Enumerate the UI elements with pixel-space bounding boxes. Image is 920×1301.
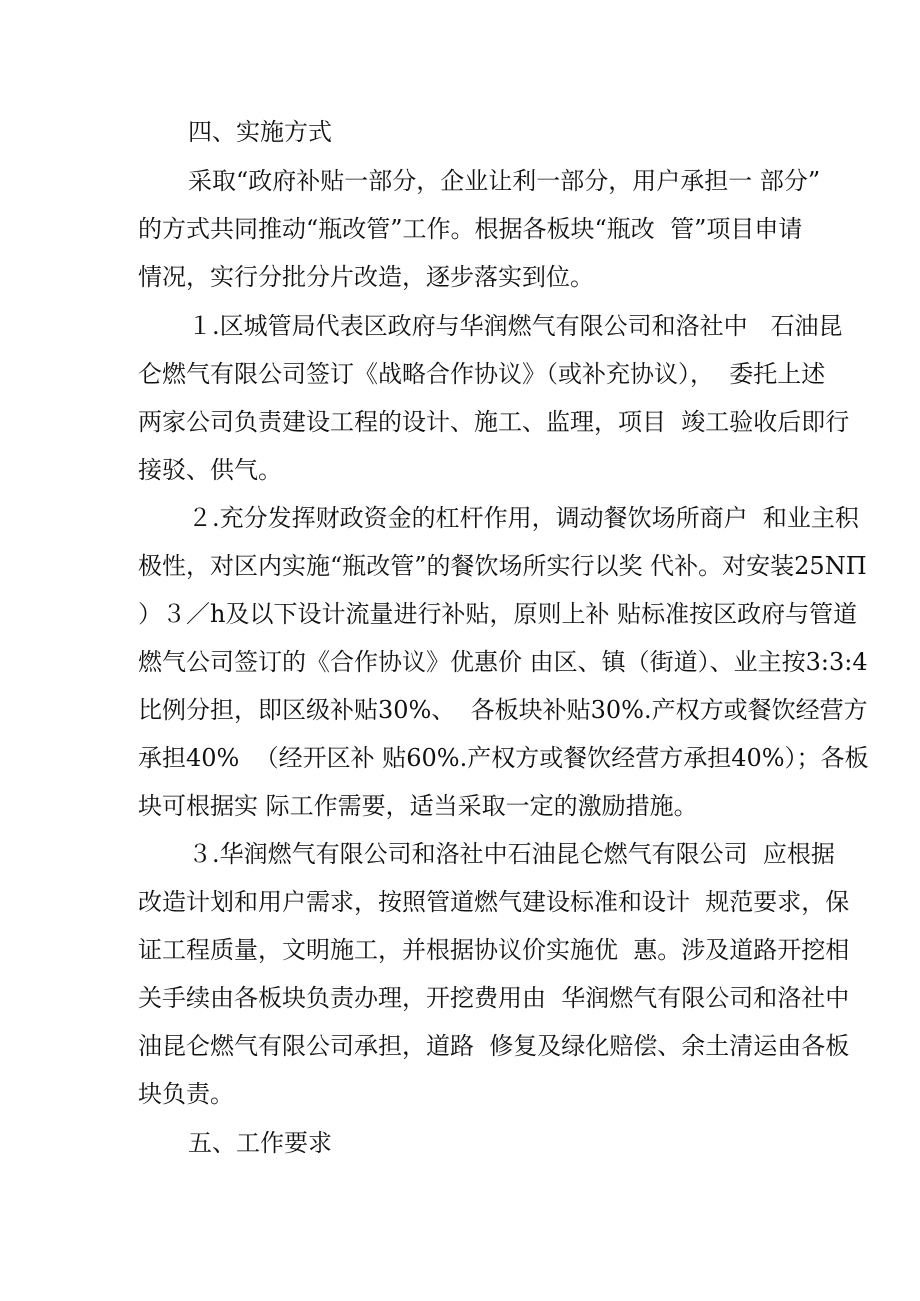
section-heading-5: 五、工作要求 xyxy=(188,1129,332,1157)
paragraph-line: 极性，对区内实施“瓶改管”的餐饮场所实行以奖 代补。对安装25NΠ xyxy=(138,552,867,580)
paragraph-line: 采取“政府补贴一部分，企业让利一部分，用户承担一 部分” xyxy=(188,167,821,195)
paragraph-line: 油昆仑燃气有限公司承担，道路 修复及绿化赔偿、余土清运由各板 xyxy=(138,1032,850,1060)
paragraph-line: 情况，实行分批分片改造，逐步落实到位。 xyxy=(138,263,594,291)
paragraph-line: ３.华润燃气有限公司和洛社中石油昆仑燃气有限公司 应根据 xyxy=(188,840,835,868)
paragraph-line: 块负责。 xyxy=(138,1080,234,1108)
paragraph-line: １.区城管局代表区政府与华润燃气有限公司和洛社中 石油昆 xyxy=(188,312,843,340)
paragraph-line: 的方式共同推动“瓶改管”工作。根据各板块“瓶改 管”项目申请 xyxy=(138,215,803,243)
paragraph-line: 关手续由各板块负责办理，开挖费用由 华润燃气有限公司和洛社中 xyxy=(138,984,850,1012)
paragraph-line: ）３／h及以下设计流量进行补贴，原则上补 贴标准按区政府与管道 xyxy=(138,600,858,628)
paragraph-line: 承担40% （经开区补 贴60%.产权方或餐饮经营方承担40%）；各板 xyxy=(138,744,869,772)
paragraph-line: 块可根据实 际工作需要，适当采取一定的激励措施。 xyxy=(138,792,698,820)
section-heading-4: 四、实施方式 xyxy=(188,118,332,146)
paragraph-line: 改造计划和用户需求，按照管道燃气建设标准和设计 规范要求，保 xyxy=(138,888,850,916)
paragraph-line: 证工程质量，文明施工，并根据协议价实施优 惠。涉及道路开挖相 xyxy=(138,936,850,964)
paragraph-line: 两家公司负责建设工程的设计、施工、监理，项目 竣工验收后即行 xyxy=(138,408,850,436)
paragraph-line: ２.充分发挥财政资金的杠杆作用，调动餐饮场所商户 和业主积 xyxy=(188,504,859,532)
paragraph-line: 燃气公司签订的《合作协议》优惠价 由区、镇（街道）、业主按3:3:4 xyxy=(138,648,868,676)
paragraph-line: 仑燃气有限公司签订《战略合作协议》（或补充协议）， 委托上述 xyxy=(138,360,826,388)
paragraph-line: 接驳、供气。 xyxy=(138,456,282,484)
paragraph-line: 比例分担，即区级补贴30%、 各板块补贴30%.产权方或餐饮经营方 xyxy=(138,696,868,724)
